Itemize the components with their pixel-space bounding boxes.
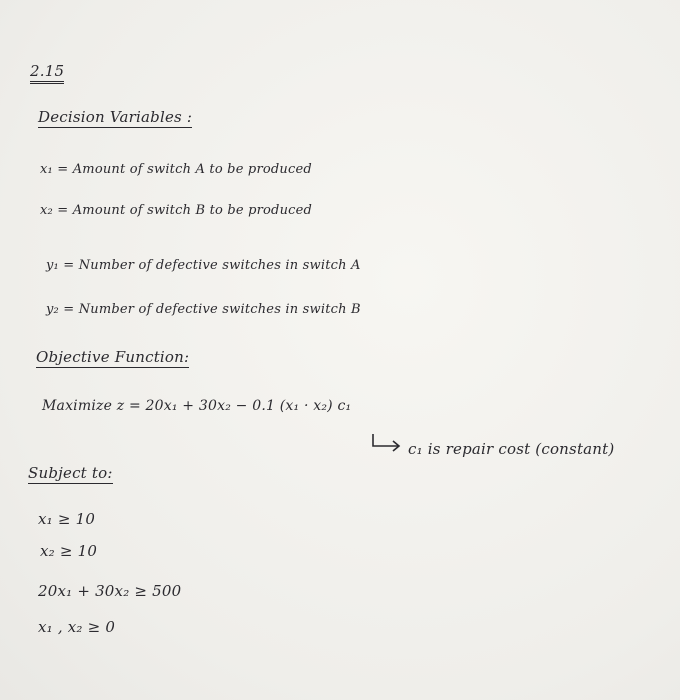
- decision-variables-heading: Decision Variables :: [38, 108, 193, 126]
- objective-note: c₁ is repair cost (constant): [408, 440, 615, 458]
- objective-heading: Objective Function:: [36, 348, 190, 366]
- constraint-line: x₁ , x₂ ≥ 0: [38, 618, 116, 636]
- constraint-line: 20x₁ + 30x₂ ≥ 500: [38, 582, 182, 600]
- problem-number: 2.15: [30, 62, 64, 84]
- variable-line: y₁ = Number of defective switches in switch A: [46, 258, 361, 273]
- constraint-line: x₂ ≥ 10: [40, 542, 98, 560]
- variable-line: x₁ = Amount of switch A to be produced: [40, 162, 312, 177]
- constraint-line: x₁ ≥ 10: [38, 510, 96, 528]
- variable-line: x₂ = Amount of switch B to be produced: [40, 203, 313, 218]
- variable-line: y₂ = Number of defective switches in switch B: [46, 302, 361, 317]
- constraints-heading: Subject to:: [28, 464, 113, 482]
- objective-expression: Maximize z = 20x₁ + 30x₂ − 0.1 (x₁ · x₂) c₁: [42, 398, 352, 414]
- arrow-icon: [370, 432, 404, 454]
